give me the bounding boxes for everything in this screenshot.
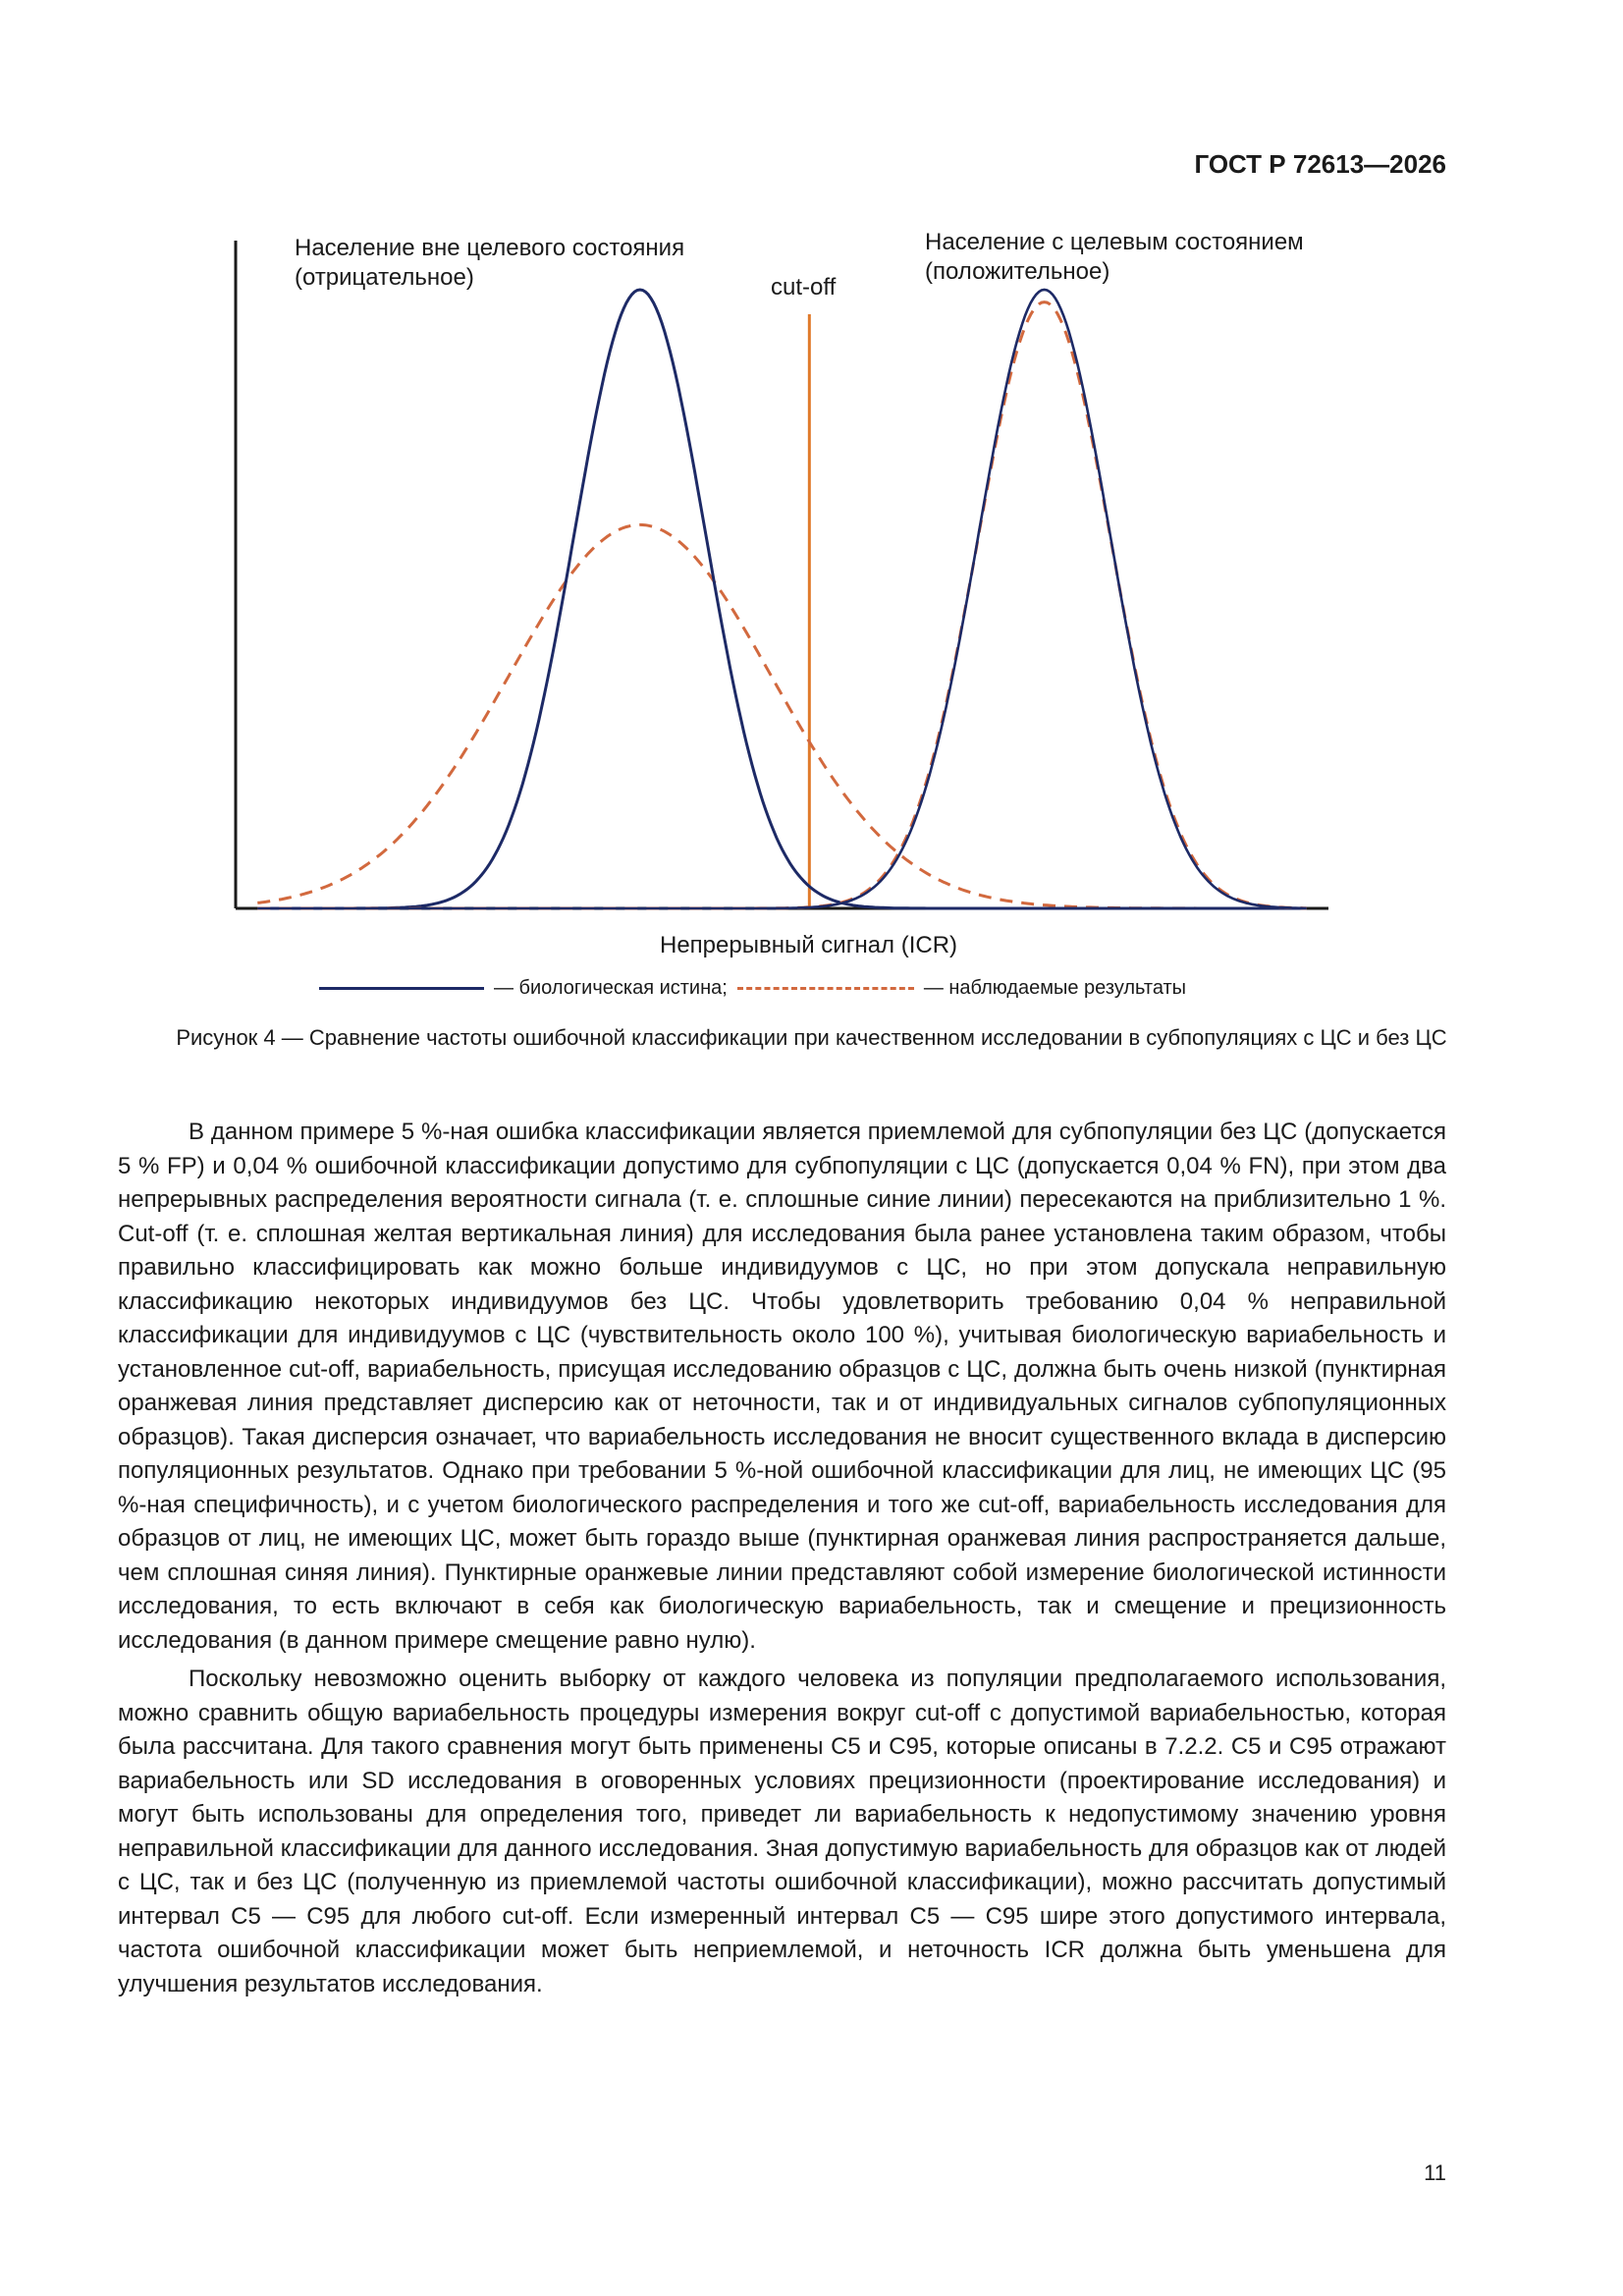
chart-legend	[319, 977, 1186, 1000]
page-number: 11	[1424, 2160, 1446, 2185]
series-truth-positive	[257, 290, 1306, 908]
body-text	[118, 1116, 1446, 2006]
x-axis-label: Непрерывный сигнал (ICR)	[660, 932, 958, 958]
legend-dashed-label: — наблюдаемые результаты	[923, 977, 1187, 999]
series-truth-negative	[257, 290, 1306, 908]
paragraph-2: Поскольку невозможно оценить выборку от каждого человека из популяции предполагаемого использования, можно сравнить общую вариабельность процедуры измерения вокруг cut-off с допустимой вариабельностью, которая была рассчитана. Для такого сравнения могут быть применены С5 и С95, которые описаны в 7.2.2. С5 и С95 отражают вариабельность или SD исследования в оговоренных условиях прецизионности (проектирование исследования) и могут быть использованы для определения того, приведет ли вариабельность к недопустимому значению уровня неправильной классификации для данного исследования. Зная допустимую вариабельность для образцов как от людей с ЦС, так и без ЦС (полученную из приемлемой частоты ошибочной классификации), можно рассчитать допустимый интервал С5 — С95 для любого cut-off. Если измеренный интервал С5 — С95 шире этого допустимого интервала, частота ошибочной классификации может быть неприемлемой, и неточность ICR должна быть уменьшена для улучшения результатов исследования.	[118, 1666, 1446, 1997]
figure-caption: Рисунок 4 — Сравнение частоты ошибочной классификации при качественном исследовании в субпопуляциях с ЦС и без ЦС	[176, 1025, 1447, 1050]
legend-solid-label: — биологическая истина;	[494, 977, 728, 999]
paragraph-1: В данном примере 5 %-ная ошибка классификации является приемлемой для субпопуляции без ЦС (допускается 5 % FP) и 0,04 % ошибочной классификации допустимо для субпопуляции с ЦС (допускается 0,04 % FN), при этом два непрерывных распределения вероятности сигнала (т. е. сплошные синие линии) пересекаются на приблизительно 1 %. Cut-off (т. е. сплошная желтая вертикальная линия) для исследования была ранее установлена таким образом, чтобы правильно классифицировать как можно больше индивидуумов с ЦС, но при этом допускала неправильную классификацию некоторых индивидуумов без ЦС. Чтобы удовлетворить требованию 0,04 % неправильной классификации для индивидуумов с ЦС (чувствительность около 100 %), учитывая биологическую вариабельность и установленное cut-off, вариабельность, присущая исследованию образцов с ЦС, должна быть очень низкой (пунктирная оранжевая линия представляет дисперсию как от неточности, так и от индивидуальных сигналов субпопуляционных образцов). Такая дисперсия означает, что вариабельность исследования не вносит существенного вклада в дисперсию популяционных результатов. Однако при требовании 5 %-ной ошибочной классификации для лиц, не имеющих ЦС (95 %-ная специфичность), и с учетом биологического распределения и того же cut-off, вариабельность исследования для образцов от лиц, не имеющих ЦС, может быть гораздо выше (пунктирная оранжевая линия распространяется дальше, чем сплошная синяя линия). Пунктирные оранжевые линии представляют собой измерение биологической истинности исследования, то есть включают в себя как биологическую вариабельность, так и смещение и прецизионность исследования (в данном примере смещение равно нулю).	[118, 1119, 1446, 1654]
series-observed-positive	[257, 302, 1306, 908]
figure-chart	[0, 0, 1623, 1041]
label-cutoff: cut-off	[771, 274, 837, 301]
legend-dashed-swatch	[737, 987, 914, 990]
label-positive-population: Население с целевым состоянием (положительное)	[925, 229, 1304, 285]
legend-solid-swatch	[319, 987, 484, 990]
label-negative-population: Население вне целевого состояния (отрицательное)	[295, 235, 685, 291]
document-header-id: ГОСТ Р 72613—2026	[1194, 149, 1446, 179]
